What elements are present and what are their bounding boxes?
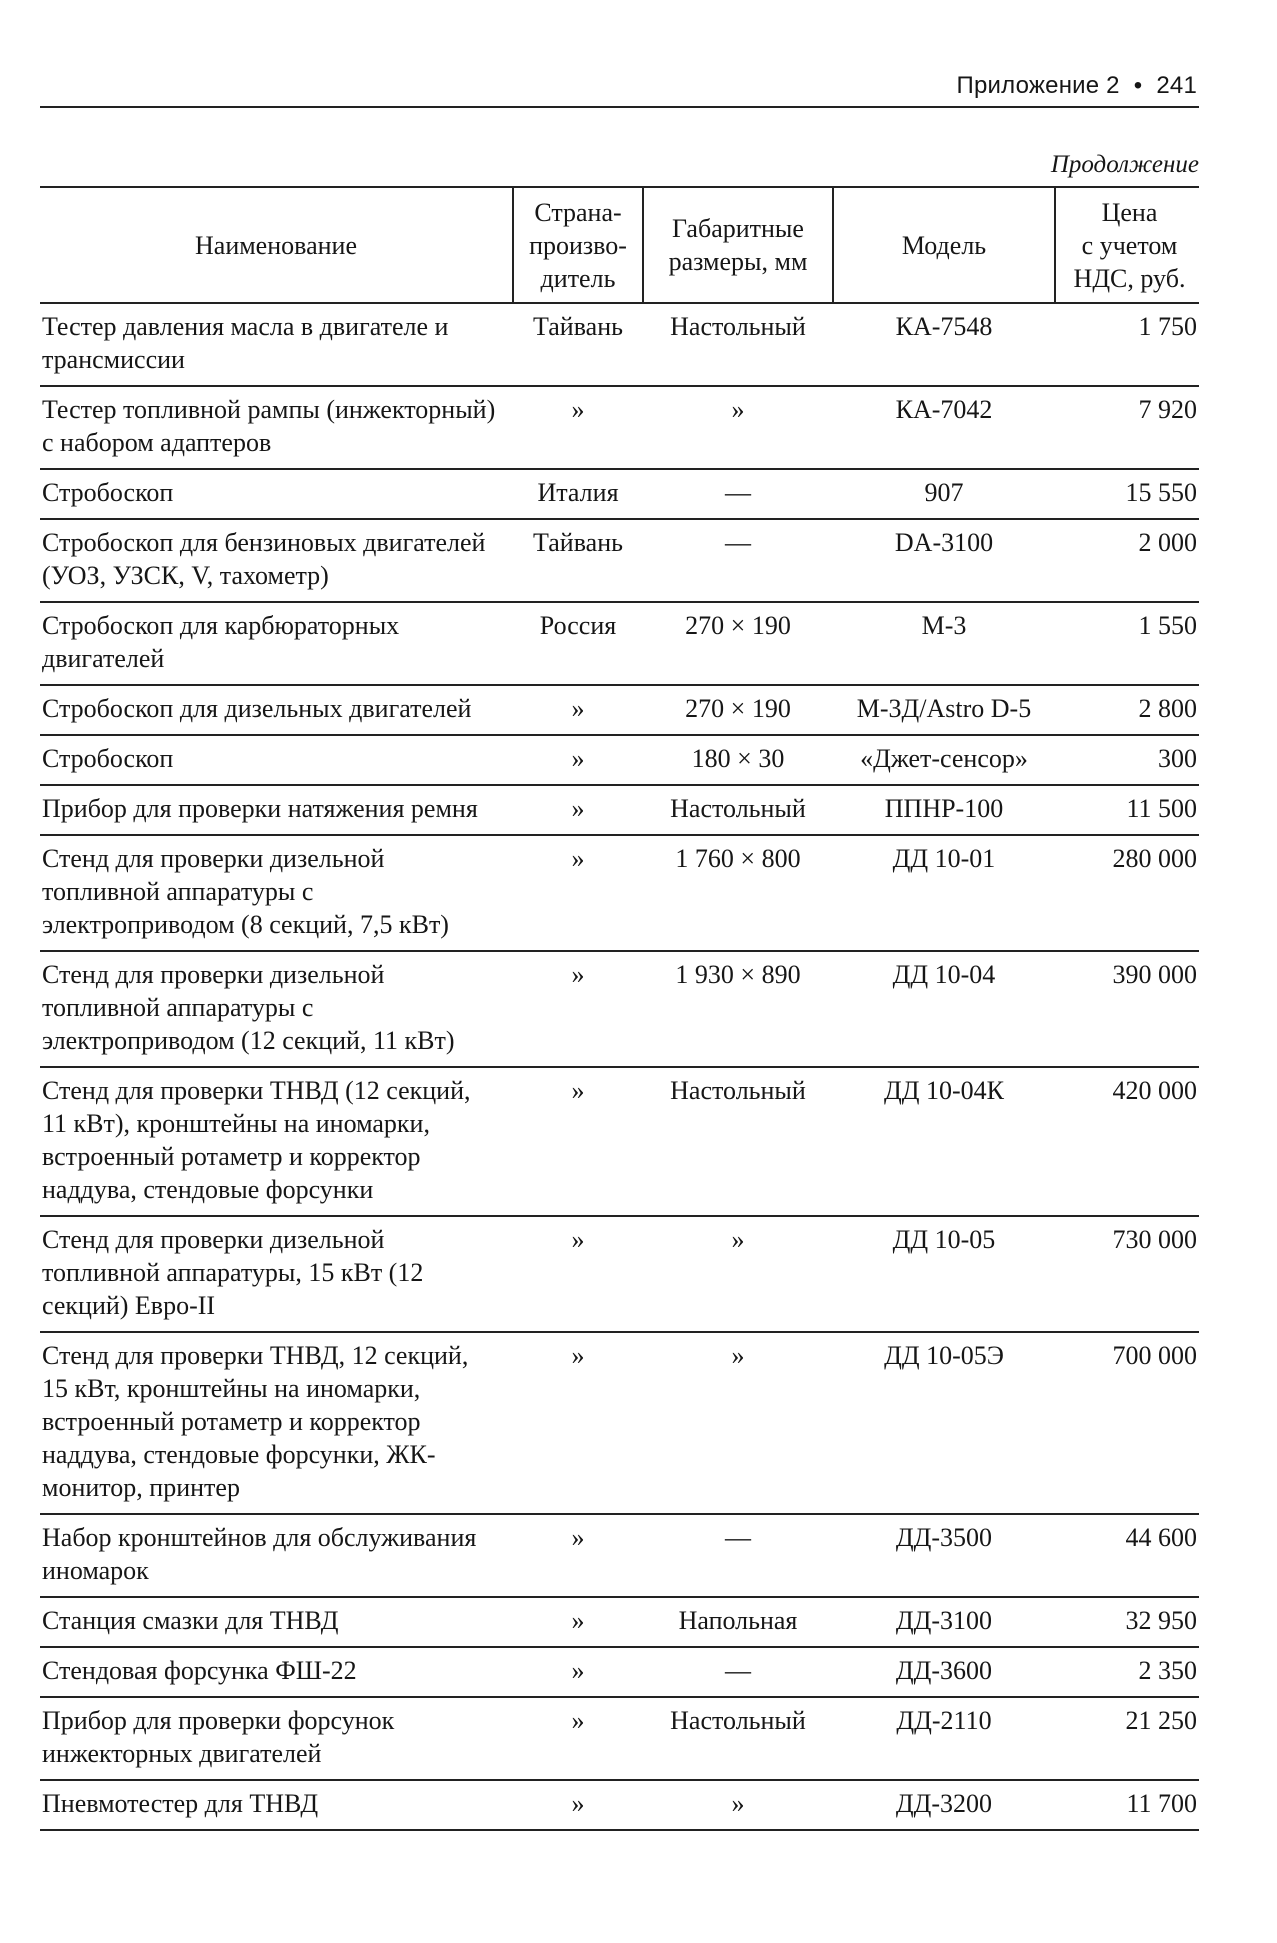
model-cell: М-3Д/Astro D-5	[833, 685, 1055, 735]
price-cell: 2 350	[1055, 1647, 1199, 1697]
country-cell: »	[513, 1780, 643, 1830]
table-row	[40, 303, 1199, 386]
product-name-cell: Стробоскоп	[40, 469, 513, 519]
dimensions-cell: —	[643, 1647, 833, 1697]
model-cell: КА-7042	[833, 386, 1055, 469]
running-head-separator: •	[1133, 72, 1143, 99]
model-cell: ДД-3200	[833, 1780, 1055, 1830]
price-cell: 1 750	[1055, 303, 1199, 386]
country-cell: »	[513, 835, 643, 951]
model-cell: КА-7548	[833, 303, 1055, 386]
country-cell: »	[513, 735, 643, 785]
table-row	[40, 1647, 1199, 1697]
dimensions-cell: Настольный	[643, 1067, 833, 1216]
header-price: Цена с учетом НДС, руб.	[1055, 187, 1199, 303]
country-cell: »	[513, 1067, 643, 1216]
equipment-table	[40, 186, 1199, 1831]
dimensions-cell: Настольный	[643, 303, 833, 386]
dimensions-cell: 1 930 × 890	[643, 951, 833, 1067]
table-row	[40, 785, 1199, 835]
model-cell: ДД 10-05Э	[833, 1332, 1055, 1514]
table-row	[40, 1514, 1199, 1597]
dimensions-cell: Напольная	[643, 1597, 833, 1647]
product-name-cell: Набор кронштейнов для обслуживания иномарок	[40, 1514, 513, 1597]
model-cell: ППНР-100	[833, 785, 1055, 835]
dimensions-cell: —	[643, 519, 833, 602]
country-cell: »	[513, 685, 643, 735]
table-row	[40, 1332, 1199, 1514]
model-cell: 907	[833, 469, 1055, 519]
price-cell: 32 950	[1055, 1597, 1199, 1647]
country-cell: Тайвань	[513, 303, 643, 386]
product-name-cell: Станция смазки для ТНВД	[40, 1597, 513, 1647]
country-cell: »	[513, 1647, 643, 1697]
model-cell: DA-3100	[833, 519, 1055, 602]
product-name-cell: Тестер топливной рампы (инжекторный) с набором адаптеров	[40, 386, 513, 469]
table-row	[40, 735, 1199, 785]
dimensions-cell: »	[643, 1332, 833, 1514]
model-cell: ДД-3100	[833, 1597, 1055, 1647]
price-cell: 2 800	[1055, 685, 1199, 735]
table-row	[40, 1216, 1199, 1332]
running-head-title: Приложение 2	[956, 72, 1120, 99]
header-model: Модель	[833, 187, 1055, 303]
product-name-cell: Тестер давления масла в двигателе и трансмиссии	[40, 303, 513, 386]
product-name-cell: Стенд для проверки ТНВД, 12 секций, 15 кВт, кронштейны на иномарки, встроенный ротаметр и корректор наддува, стендовые форсунки, ЖК-монитор, принтер	[40, 1332, 513, 1514]
country-cell: »	[513, 1514, 643, 1597]
table-row	[40, 685, 1199, 735]
dimensions-cell: Настольный	[643, 785, 833, 835]
dimensions-cell: 1 760 × 800	[643, 835, 833, 951]
price-cell: 15 550	[1055, 469, 1199, 519]
country-cell: »	[513, 386, 643, 469]
dimensions-cell: »	[643, 386, 833, 469]
product-name-cell: Стенд для проверки дизельной топливной аппаратуры, 15 кВт (12 секций) Евро-II	[40, 1216, 513, 1332]
table-row	[40, 519, 1199, 602]
price-cell: 700 000	[1055, 1332, 1199, 1514]
dimensions-cell: —	[643, 469, 833, 519]
country-cell: Тайвань	[513, 519, 643, 602]
header-rule	[40, 106, 1199, 108]
product-name-cell: Стробоскоп для карбюраторных двигателей	[40, 602, 513, 685]
model-cell: ДД-3600	[833, 1647, 1055, 1697]
dimensions-cell: Настольный	[643, 1697, 833, 1780]
product-name-cell: Прибор для проверки натяжения ремня	[40, 785, 513, 835]
table-row	[40, 1067, 1199, 1216]
page-number: 241	[1156, 72, 1197, 99]
header-country: Страна- произво- дитель	[513, 187, 643, 303]
price-cell: 280 000	[1055, 835, 1199, 951]
model-cell: ДД 10-01	[833, 835, 1055, 951]
price-cell: 730 000	[1055, 1216, 1199, 1332]
table-row	[40, 386, 1199, 469]
model-cell: ДД 10-05	[833, 1216, 1055, 1332]
running-head	[957, 72, 1197, 100]
dimensions-cell: 270 × 190	[643, 685, 833, 735]
product-name-cell: Стендовая форсунка ФШ-22	[40, 1647, 513, 1697]
price-cell: 2 000	[1055, 519, 1199, 602]
model-cell: ДД-2110	[833, 1697, 1055, 1780]
model-cell: ДД 10-04	[833, 951, 1055, 1067]
product-name-cell: Стробоскоп для дизельных двигателей	[40, 685, 513, 735]
product-name-cell: Стенд для проверки дизельной топливной аппаратуры с электроприводом (8 секций, 7,5 кВт)	[40, 835, 513, 951]
table-row	[40, 602, 1199, 685]
header-dimensions: Габаритные размеры, мм	[643, 187, 833, 303]
price-cell: 1 550	[1055, 602, 1199, 685]
dimensions-cell: —	[643, 1514, 833, 1597]
country-cell: »	[513, 1332, 643, 1514]
product-name-cell: Стенд для проверки дизельной топливной аппаратуры с электроприводом (12 секций, 11 кВт)	[40, 951, 513, 1067]
country-cell: »	[513, 785, 643, 835]
price-cell: 21 250	[1055, 1697, 1199, 1780]
dimensions-cell: »	[643, 1216, 833, 1332]
model-cell: М-3	[833, 602, 1055, 685]
product-name-cell: Прибор для проверки форсунок инжекторных двигателей	[40, 1697, 513, 1780]
model-cell: «Джет-сенсор»	[833, 735, 1055, 785]
country-cell: »	[513, 951, 643, 1067]
price-cell: 11 700	[1055, 1780, 1199, 1830]
country-cell: »	[513, 1597, 643, 1647]
price-cell: 300	[1055, 735, 1199, 785]
price-cell: 11 500	[1055, 785, 1199, 835]
product-name-cell: Стробоскоп для бензиновых двигателей (УОЗ, УЗСК, V, тахометр)	[40, 519, 513, 602]
dimensions-cell: 270 × 190	[643, 602, 833, 685]
table-row	[40, 1597, 1199, 1647]
price-cell: 420 000	[1055, 1067, 1199, 1216]
table-row	[40, 835, 1199, 951]
table-row	[40, 1697, 1199, 1780]
continued-label: Продолжение	[1050, 151, 1199, 178]
model-cell: ДД 10-04К	[833, 1067, 1055, 1216]
dimensions-cell: »	[643, 1780, 833, 1830]
country-cell: »	[513, 1697, 643, 1780]
country-cell: »	[513, 1216, 643, 1332]
table-body	[40, 303, 1199, 1830]
model-cell: ДД-3500	[833, 1514, 1055, 1597]
country-cell: Италия	[513, 469, 643, 519]
price-cell: 44 600	[1055, 1514, 1199, 1597]
header-name: Наименование	[40, 187, 513, 303]
country-cell: Россия	[513, 602, 643, 685]
table-header	[40, 187, 1199, 303]
table-row	[40, 951, 1199, 1067]
table-row	[40, 1780, 1199, 1830]
dimensions-cell: 180 × 30	[643, 735, 833, 785]
product-name-cell: Пневмотестер для ТНВД	[40, 1780, 513, 1830]
product-name-cell: Стенд для проверки ТНВД (12 секций, 11 кВт), кронштейны на иномарки, встроенный ротаметр и корректор наддува, стендовые форсунки	[40, 1067, 513, 1216]
price-cell: 390 000	[1055, 951, 1199, 1067]
product-name-cell: Стробоскоп	[40, 735, 513, 785]
price-cell: 7 920	[1055, 386, 1199, 469]
table-row	[40, 469, 1199, 519]
